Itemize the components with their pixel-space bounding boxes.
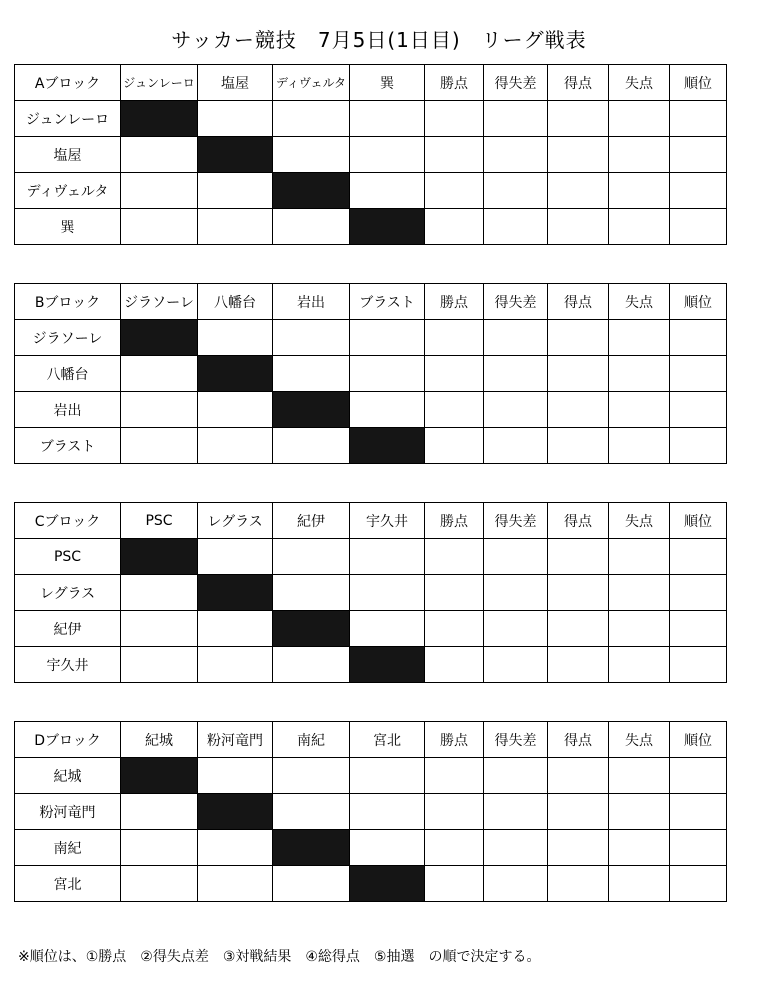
header-row <box>15 722 727 758</box>
stat-cell <box>484 758 548 794</box>
stat-cell <box>609 758 670 794</box>
team-name: ジュンレーロ <box>15 101 121 137</box>
opponent-header: PSC <box>121 503 198 539</box>
stat-cell <box>670 320 727 356</box>
opponent-header: 巽 <box>350 65 425 101</box>
stat-cell <box>548 611 609 647</box>
team-name: レグラス <box>15 575 121 611</box>
result-cell <box>350 794 425 830</box>
stat-cell <box>609 794 670 830</box>
stat-cell <box>609 320 670 356</box>
stat-cell <box>670 539 727 575</box>
stat-cell <box>484 356 548 392</box>
team-name: ジラソーレ <box>15 320 121 356</box>
stat-cell <box>425 611 484 647</box>
team-name: 八幡台 <box>15 356 121 392</box>
stat-cell <box>548 428 609 464</box>
result-cell <box>121 209 198 245</box>
stat-cell <box>670 356 727 392</box>
result-cell <box>198 611 273 647</box>
team-row <box>15 320 727 356</box>
result-cell <box>273 101 350 137</box>
stat-cell <box>609 647 670 683</box>
stat-cell <box>670 209 727 245</box>
stat-cell <box>670 575 727 611</box>
team-row <box>15 758 727 794</box>
stat-cell <box>484 575 548 611</box>
stat-cell <box>425 539 484 575</box>
result-cell <box>198 320 273 356</box>
stat-cell <box>425 356 484 392</box>
stat-cell <box>548 392 609 428</box>
stat-header-goals-for: 得点 <box>548 722 609 758</box>
result-cell <box>350 575 425 611</box>
team-name: ブラスト <box>15 428 121 464</box>
self-match-cell <box>121 539 198 575</box>
team-row <box>15 794 727 830</box>
stat-cell <box>425 575 484 611</box>
opponent-header: ディヴェルタ <box>273 65 350 101</box>
stat-cell <box>484 830 548 866</box>
stat-header-rank: 順位 <box>670 284 727 320</box>
stat-cell <box>484 173 548 209</box>
opponent-header: ジュンレーロ <box>121 65 198 101</box>
result-cell <box>350 611 425 647</box>
result-cell <box>273 647 350 683</box>
stat-cell <box>609 539 670 575</box>
ranking-footnote: ※順位は、①勝点 ②得失点差 ③対戦結果 ④総得点 ⑤抽選 の順で決定する。 <box>18 949 541 965</box>
stat-cell <box>425 794 484 830</box>
league-table-c <box>14 502 727 683</box>
stat-cell <box>425 866 484 902</box>
stat-cell <box>609 209 670 245</box>
league-table-b <box>14 283 727 464</box>
result-cell <box>198 209 273 245</box>
team-row <box>15 428 727 464</box>
result-cell <box>350 830 425 866</box>
stat-header-rank: 順位 <box>670 722 727 758</box>
stat-cell <box>548 356 609 392</box>
stat-header-points: 勝点 <box>425 65 484 101</box>
result-cell <box>273 758 350 794</box>
self-match-cell <box>273 611 350 647</box>
team-row <box>15 173 727 209</box>
stat-cell <box>548 647 609 683</box>
header-row <box>15 284 727 320</box>
team-row <box>15 356 727 392</box>
self-match-cell <box>198 356 273 392</box>
result-cell <box>121 611 198 647</box>
stat-cell <box>484 320 548 356</box>
stat-cell <box>670 428 727 464</box>
stat-header-goals-for: 得点 <box>548 503 609 539</box>
stat-cell <box>548 830 609 866</box>
team-row <box>15 209 727 245</box>
stat-header-goal-diff: 得失差 <box>484 65 548 101</box>
team-row <box>15 137 727 173</box>
result-cell <box>350 320 425 356</box>
result-cell <box>198 539 273 575</box>
stat-cell <box>548 173 609 209</box>
stat-cell <box>548 758 609 794</box>
stat-cell <box>425 137 484 173</box>
stat-cell <box>609 356 670 392</box>
stat-header-points: 勝点 <box>425 284 484 320</box>
stat-cell <box>609 611 670 647</box>
result-cell <box>121 866 198 902</box>
stat-cell <box>670 137 727 173</box>
stat-cell <box>484 137 548 173</box>
stat-cell <box>670 830 727 866</box>
stat-cell <box>670 794 727 830</box>
team-row <box>15 611 727 647</box>
team-name: 岩出 <box>15 392 121 428</box>
stat-header-goal-diff: 得失差 <box>484 284 548 320</box>
stat-cell <box>484 428 548 464</box>
self-match-cell <box>198 137 273 173</box>
result-cell <box>121 137 198 173</box>
stat-cell <box>609 866 670 902</box>
team-name: 紀伊 <box>15 611 121 647</box>
self-match-cell <box>350 647 425 683</box>
stat-cell <box>484 392 548 428</box>
self-match-cell <box>350 209 425 245</box>
stat-cell <box>548 794 609 830</box>
self-match-cell <box>350 428 425 464</box>
team-row <box>15 539 727 575</box>
stat-header-goal-diff: 得失差 <box>484 722 548 758</box>
stat-cell <box>484 794 548 830</box>
stat-cell <box>670 866 727 902</box>
self-match-cell <box>121 320 198 356</box>
team-name: 宇久井 <box>15 647 121 683</box>
stat-cell <box>484 611 548 647</box>
result-cell <box>198 173 273 209</box>
stat-cell <box>609 137 670 173</box>
stat-cell <box>548 575 609 611</box>
team-row <box>15 392 727 428</box>
result-cell <box>121 830 198 866</box>
result-cell <box>273 866 350 902</box>
result-cell <box>273 356 350 392</box>
opponent-header: 八幡台 <box>198 284 273 320</box>
stat-cell <box>609 830 670 866</box>
stat-header-goals-against: 失点 <box>609 65 670 101</box>
team-name: 紀城 <box>15 758 121 794</box>
stat-cell <box>425 320 484 356</box>
team-name: 巽 <box>15 209 121 245</box>
self-match-cell <box>121 101 198 137</box>
stat-cell <box>670 758 727 794</box>
block-name: Cブロック <box>15 503 121 539</box>
stat-cell <box>670 392 727 428</box>
opponent-header: 宮北 <box>350 722 425 758</box>
team-name: 南紀 <box>15 830 121 866</box>
stat-cell <box>548 866 609 902</box>
stat-header-rank: 順位 <box>670 503 727 539</box>
self-match-cell <box>198 575 273 611</box>
stat-cell <box>425 392 484 428</box>
opponent-header: 塩屋 <box>198 65 273 101</box>
result-cell <box>350 173 425 209</box>
team-row <box>15 101 727 137</box>
result-cell <box>198 830 273 866</box>
stat-header-goals-against: 失点 <box>609 284 670 320</box>
team-name: 粉河竜門 <box>15 794 121 830</box>
opponent-header: 紀城 <box>121 722 198 758</box>
stat-cell <box>484 866 548 902</box>
result-cell <box>198 392 273 428</box>
stat-cell <box>484 647 548 683</box>
stat-cell <box>425 830 484 866</box>
result-cell <box>121 647 198 683</box>
stat-cell <box>484 101 548 137</box>
team-name: 塩屋 <box>15 137 121 173</box>
league-table-d <box>14 721 727 902</box>
league-table-a <box>14 64 727 245</box>
result-cell <box>198 647 273 683</box>
stat-cell <box>548 209 609 245</box>
stat-cell <box>548 539 609 575</box>
team-name: PSC <box>15 539 121 575</box>
result-cell <box>121 173 198 209</box>
result-cell <box>273 539 350 575</box>
opponent-header: 宇久井 <box>350 503 425 539</box>
page-title: サッカー競技 7月5日(1日目) リーグ戦表 <box>171 28 587 52</box>
team-row <box>15 830 727 866</box>
result-cell <box>198 101 273 137</box>
result-cell <box>350 392 425 428</box>
stat-cell <box>609 101 670 137</box>
result-cell <box>121 428 198 464</box>
result-cell <box>121 356 198 392</box>
opponent-header: レグラス <box>198 503 273 539</box>
block-name: Bブロック <box>15 284 121 320</box>
stat-header-rank: 順位 <box>670 65 727 101</box>
team-row <box>15 575 727 611</box>
self-match-cell <box>273 830 350 866</box>
stat-cell <box>484 539 548 575</box>
stat-cell <box>425 428 484 464</box>
stat-header-goals-against: 失点 <box>609 503 670 539</box>
stat-cell <box>484 209 548 245</box>
block-name: Dブロック <box>15 722 121 758</box>
result-cell <box>350 356 425 392</box>
opponent-header: ジラソーレ <box>121 284 198 320</box>
opponent-header: 南紀 <box>273 722 350 758</box>
stat-cell <box>670 101 727 137</box>
stat-cell <box>425 101 484 137</box>
result-cell <box>273 209 350 245</box>
stat-cell <box>548 320 609 356</box>
header-row <box>15 503 727 539</box>
opponent-header: ブラスト <box>350 284 425 320</box>
stat-cell <box>609 428 670 464</box>
block-name: Aブロック <box>15 65 121 101</box>
result-cell <box>273 794 350 830</box>
opponent-header: 粉河竜門 <box>198 722 273 758</box>
self-match-cell <box>273 173 350 209</box>
self-match-cell <box>121 758 198 794</box>
opponent-header: 紀伊 <box>273 503 350 539</box>
stat-cell <box>425 209 484 245</box>
result-cell <box>350 101 425 137</box>
team-row <box>15 647 727 683</box>
stat-header-goal-diff: 得失差 <box>484 503 548 539</box>
stat-header-goals-for: 得点 <box>548 65 609 101</box>
result-cell <box>198 758 273 794</box>
stat-cell <box>425 758 484 794</box>
self-match-cell <box>273 392 350 428</box>
result-cell <box>121 575 198 611</box>
header-row <box>15 65 727 101</box>
result-cell <box>273 428 350 464</box>
self-match-cell <box>198 794 273 830</box>
result-cell <box>273 320 350 356</box>
stat-cell <box>425 647 484 683</box>
stat-cell <box>548 137 609 173</box>
result-cell <box>198 866 273 902</box>
stat-cell <box>425 173 484 209</box>
stat-header-goals-against: 失点 <box>609 722 670 758</box>
result-cell <box>350 137 425 173</box>
team-name: ディヴェルタ <box>15 173 121 209</box>
self-match-cell <box>350 866 425 902</box>
opponent-header: 岩出 <box>273 284 350 320</box>
stat-cell <box>548 101 609 137</box>
team-name: 宮北 <box>15 866 121 902</box>
stat-cell <box>670 611 727 647</box>
result-cell <box>350 758 425 794</box>
result-cell <box>121 794 198 830</box>
stat-header-goals-for: 得点 <box>548 284 609 320</box>
stat-cell <box>609 575 670 611</box>
stat-cell <box>670 173 727 209</box>
stat-cell <box>609 392 670 428</box>
stat-header-points: 勝点 <box>425 503 484 539</box>
result-cell <box>273 137 350 173</box>
result-cell <box>273 575 350 611</box>
stat-cell <box>609 173 670 209</box>
result-cell <box>350 539 425 575</box>
result-cell <box>198 428 273 464</box>
stat-header-points: 勝点 <box>425 722 484 758</box>
team-row <box>15 866 727 902</box>
result-cell <box>121 392 198 428</box>
stat-cell <box>670 647 727 683</box>
